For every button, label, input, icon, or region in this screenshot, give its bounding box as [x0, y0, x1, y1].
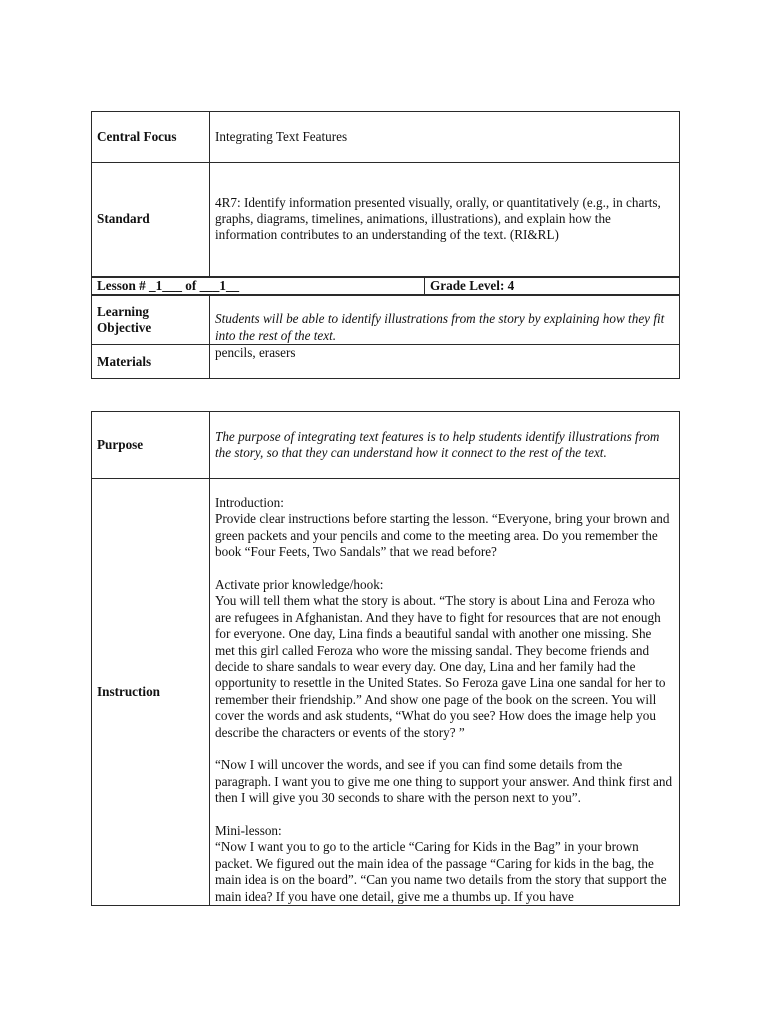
lesson-procedure-table — [91, 411, 680, 906]
intro-text: Provide clear instructions before starting the lesson. “Everyone, bring your brown and green packets and your pencils and come to the meeting area. Do you remember the book “Four Feets, Two Sandals” that we read before? — [215, 511, 670, 560]
instruction-label: Instruction — [92, 479, 210, 906]
lesson-number: Lesson # _1___ of ___1__ — [92, 277, 425, 295]
lesson-info-table — [91, 111, 680, 379]
learning-objective-label: Learning Objective — [92, 295, 210, 345]
lesson-row — [92, 277, 680, 295]
materials-row — [92, 345, 680, 379]
learning-objective-value: Students will be able to identify illustrations from the story by explaining how they fit into the rest of the text. — [210, 295, 680, 345]
hook-heading: Activate prior knowledge/hook: — [215, 577, 384, 593]
intro-heading: Introduction: — [215, 495, 284, 510]
mini-lesson-text: “Now I want you to go to the article “Caring for Kids in the Bag” in your brown packet. We figured out the main idea of the passage “Caring for kids in the bag, the main idea is on the board”. “Can you name two details from the story that support the main idea? If you have one detail, give me a thumbs up. If you have — [215, 839, 667, 904]
purpose-value: The purpose of integrating text features is to help students identify illustrations from the story, so that they can understand how it connect to the rest of the text. — [210, 412, 680, 479]
mini-lesson-heading: Mini-lesson: — [215, 823, 282, 839]
learning-objective-row — [92, 295, 680, 345]
instruction-row — [92, 479, 680, 906]
uncover-text: “Now I will uncover the words, and see if you can find some details from the paragraph. I want you to give me one thing to support your answer. And think first and then I will give you 30 seconds to share with the person next to you”. — [215, 757, 673, 806]
central-focus-value: Integrating Text Features — [210, 112, 680, 163]
purpose-row — [92, 412, 680, 479]
standard-label: Standard — [92, 163, 210, 277]
instruction-content — [210, 479, 680, 906]
standard-value: 4R7: Identify information presented visually, orally, or quantitatively (e.g., in charts, graphs, diagrams, timelines, animations, illustrations), and explain how the information contributes to an understanding of the text. (RI&RL) — [210, 163, 680, 277]
central-focus-label: Central Focus — [92, 112, 210, 163]
standard-row — [92, 163, 680, 277]
purpose-label: Purpose — [92, 412, 210, 479]
central-focus-row — [92, 112, 680, 163]
materials-value: pencils, erasers — [210, 345, 680, 379]
hook-text: You will tell them what the story is about. “The story is about Lina and Feroza who are refugees in Afghanistan. And they have to fight for resources that are not enough for everyone. One day, Lina finds a beautiful sandal with another one missing. She met this girl called Feroza who wore the missing sandal. They become friends and decide to share sandals to wear every day. One day, Lina and her family had the opportunity to resettle in the United States. So Feroza gave Lina one sandal for her to remember their friendship.” And show one page of the book on the screen. You will cover the words and ask students, “What do you see? How does the image help you describe the characters or events of the story? ” — [215, 593, 666, 740]
grade-level: Grade Level: 4 — [425, 277, 680, 295]
materials-label: Materials — [92, 345, 210, 379]
